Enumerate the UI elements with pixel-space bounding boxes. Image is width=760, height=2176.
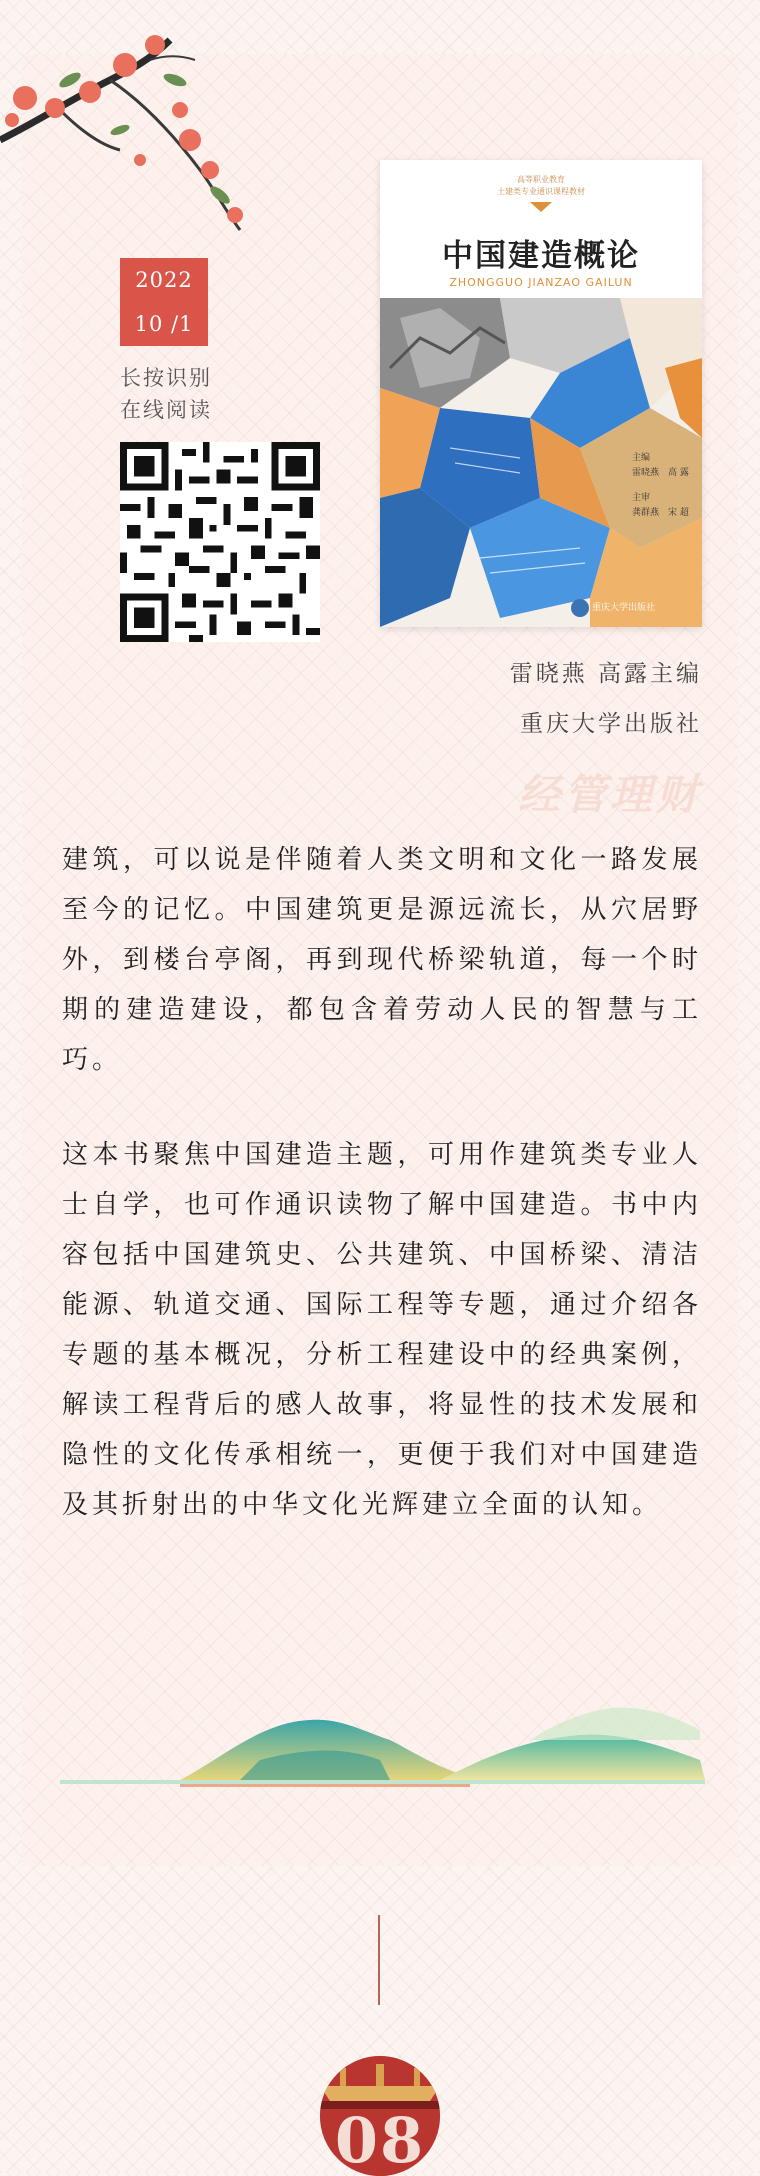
book-cover[interactable] [380, 160, 702, 627]
mountain-landscape-icon [60, 1700, 705, 1810]
date-day: 10 /1 [134, 312, 194, 336]
book-title: 中国建造概论 [442, 238, 640, 274]
divider-line [378, 1915, 380, 2005]
qr-caption-line1: 长按识别 [120, 366, 212, 390]
triangle-mark-icon [530, 202, 552, 212]
book-authors: 雷晓燕 高露主编 [509, 661, 702, 687]
intro-paragraph: 建筑，可以说是伴随着人类文明和文化一路发展至今的记忆。中国建筑更是源远流长，从穴居野外，到楼台亭阁，再到现代桥梁轨道，每一个时期的建造建设，都包含着劳动人民的智慧与工巧。 [62, 845, 702, 1075]
book-editor-label: 主编 [632, 453, 651, 463]
plum-blossom-branch-icon [0, 20, 290, 260]
book-series-line1: 高等职业教育 [517, 175, 565, 184]
description-paragraph: 这本书聚焦中国建造主题，可用作建筑类专业人士自学，也可作通识读物了解中国建造。书中内容包括中国建筑史、公共建筑、中国桥梁、清洁能源、轨道交通、国际工程等专题，通过介绍各专题的基本概况，分析工程建设中的经典案例，解读工程背后的感人故事，将显性的技术发展和隐性的文化传承相统一，更便于我们对中国建造及其折射出的中华文化光辉建立全面的认知。 [62, 1140, 702, 1520]
date-year: 2022 [135, 268, 193, 292]
book-reviewer-names: 龚群燕 宋 超 [632, 508, 689, 518]
qr-code-icon[interactable] [120, 442, 320, 642]
section-badge [320, 2056, 440, 2176]
book-editor-names: 雷晓燕 高 露 [632, 468, 689, 478]
qr-caption-line2: 在线阅读 [120, 398, 212, 422]
architecture-collage-icon [380, 298, 702, 627]
book-pinyin: ZHONGGUO JIANZAO GAILUN [449, 276, 633, 289]
section-number: 08 [334, 2104, 426, 2176]
book-series-line2: 土建类专业通识课程教材 [497, 187, 585, 196]
date-badge [120, 258, 208, 346]
watermark-text: 经管理财 [517, 770, 702, 819]
book-publisher: 重庆大学出版社 [520, 711, 702, 737]
book-publisher-logo: 重庆大学出版社 [592, 603, 656, 613]
book-reviewer-label: 主审 [632, 493, 651, 503]
